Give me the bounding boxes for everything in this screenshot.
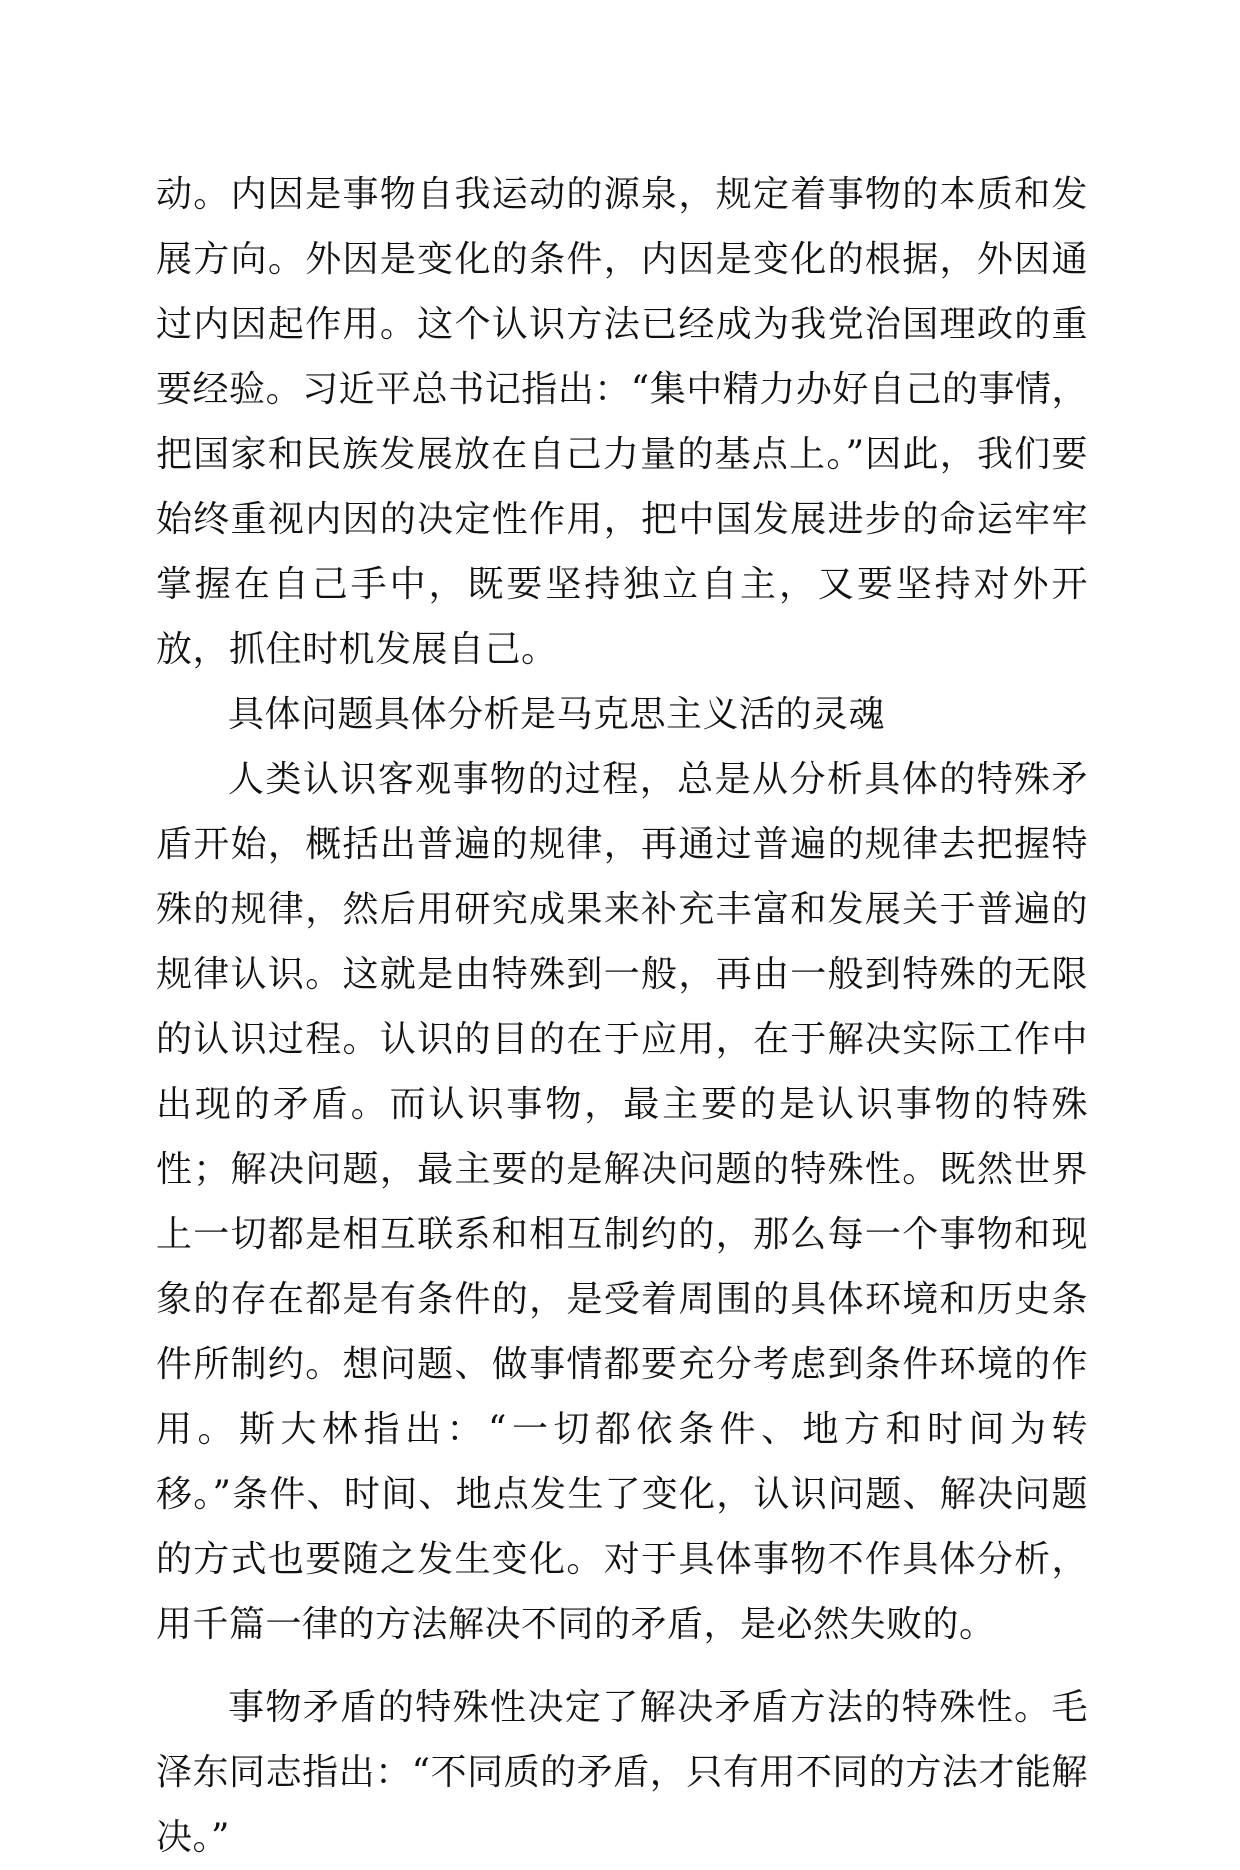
section-heading: 具体问题具体分析是马克思主义活的灵魂 [228, 694, 886, 735]
paragraph-specific-analysis: 人类认识客观事物的过程，总是从分析具体的特殊矛盾开始，概括出普遍的规律，再通过普遍的规律去把握特殊的规律，然后用研究成果来补充丰富和发展关于普遍的规律认识。这就是由特殊到一般，再由一般到特殊的无限的认识过程。认识的目的在于应用，在于解决实际工作中出现的矛盾。而认识事物，最主要的是认识事物的特殊性；解决问题，最主要的是解决问题的特殊性。既然世界上一切都是相互联系和相互制约的，那么每一个事物和现象的存在都是有条件的，是受着周围的具体环境和历史条件所制约。想问题、做事情都要充分考虑到条件环境的作用。斯大林指出：“一切都依条件、地方和时间为转移。”条件、时间、地点发生了变化，认识问题、解决问题的方式也要随之发生变化。对于具体事物不作具体分析，用千篇一律的方法解决不同的矛盾，是必然失败的。 [156, 759, 1088, 1645]
paragraph-continuation: 动。内因是事物自我运动的源泉，规定着事物的本质和发展方向。外因是变化的条件，内因是变化的根据，外因通过内因起作用。这个认识方法已经成为我党治国理政的重要经验。习近平总书记指出：“集中精力办好自己的事情，把国家和民族发展放在自己力量的基点上。”因此，我们要始终重视内因的决定性作用，把中国发展进步的命运牢牢掌握在自己手中，既要坚持独立自主，又要坚持对外开放，抓住时机发展自己。 [156, 174, 1088, 670]
paragraph-contradiction-methods: 事物矛盾的特殊性决定了解决矛盾方法的特殊性。毛泽东同志指出：“不同质的矛盾，只有用不同的方法才能解决。” [156, 1687, 1088, 1858]
document-body [156, 162, 1088, 1870]
